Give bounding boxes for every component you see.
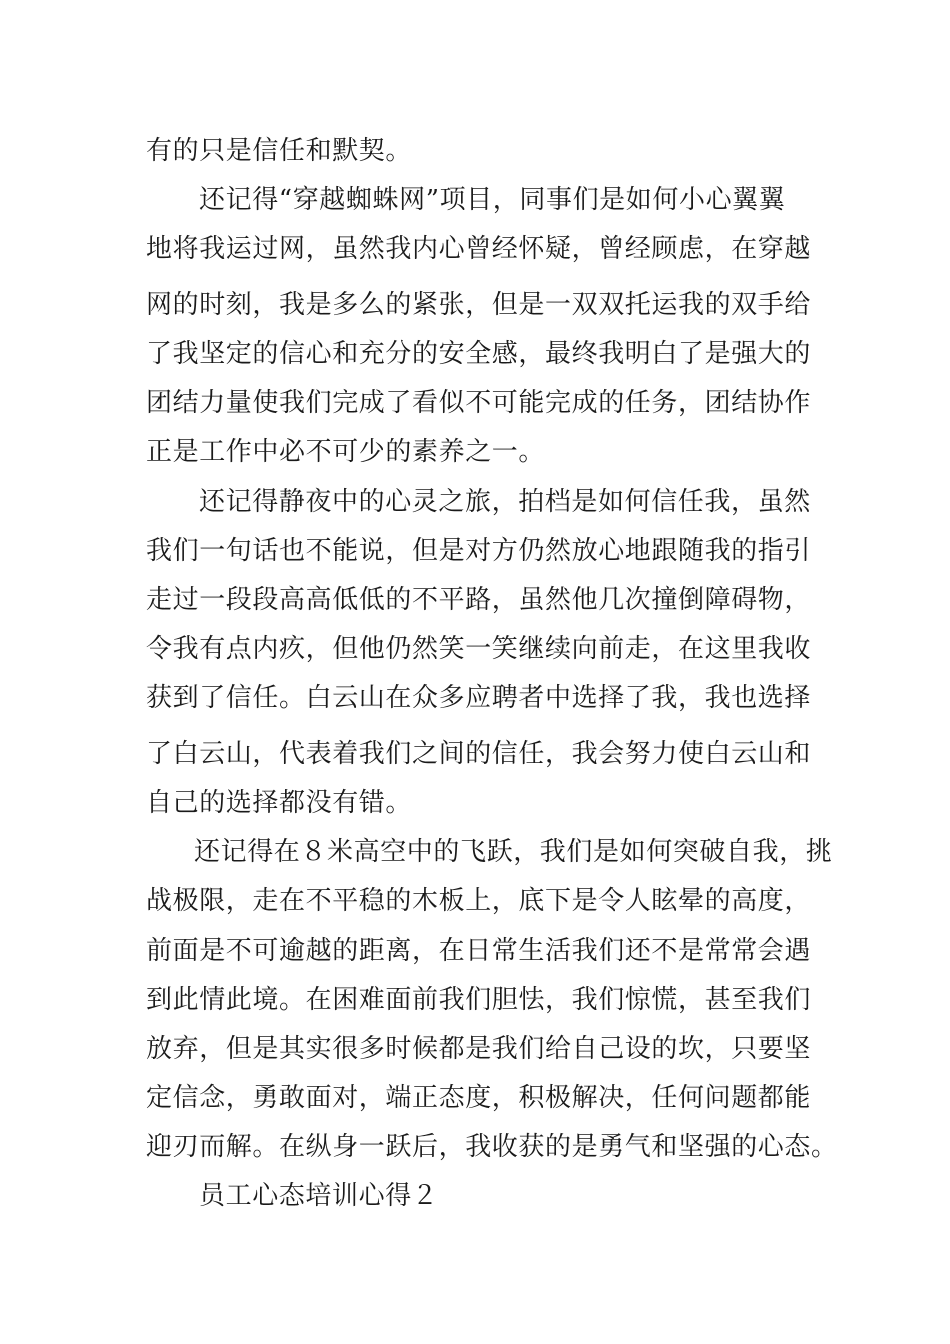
section-heading: 员工心态培训心得２: [199, 1181, 439, 1211]
text-line: 了我坚定的信心和充分的安全感，最终我明白了是强大的: [146, 339, 812, 369]
text-line: 网的时刻，我是多么的紧张，但是一双双托运我的双手给: [146, 290, 812, 320]
paragraph-start-line: 还记得“穿越蜘蛛网”项目，同事们是如何小心翼翼: [199, 185, 786, 215]
paragraph-start-line: 还记得静夜中的心灵之旅，拍档是如何信任我，虽然: [199, 487, 811, 517]
text-line: 放弃，但是其实很多时候都是我们给自己设的坎，只要坚: [146, 1034, 812, 1064]
text-line: 有的只是信任和默契。: [146, 136, 413, 166]
text-line: 前面是不可逾越的距离，在日常生活我们还不是常常会遇: [146, 936, 812, 966]
text-line: 战极限，走在不平稳的木板上，底下是令人眩晕的高度，: [146, 886, 812, 916]
text-line: 迎刃而解。在纵身一跃后，我收获的是勇气和坚强的心态。: [146, 1132, 838, 1162]
text-line: 地将我运过网，虽然我内心曾经怀疑，曾经顾虑，在穿越: [146, 234, 812, 264]
text-line: 正是工作中必不可少的素养之一。: [146, 437, 546, 467]
text-line: 定信念，勇敢面对，端正态度，积极解决，任何问题都能: [146, 1083, 812, 1113]
text-line: 令我有点内疚，但他仍然笑一笑继续向前走，在这里我收: [146, 634, 812, 664]
text-line: 团结力量使我们完成了看似不可能完成的任务，团结协作: [146, 388, 812, 418]
text-line: 我们一句话也不能说，但是对方仍然放心地跟随我的指引: [146, 536, 812, 566]
text-line: 了白云山，代表着我们之间的信任，我会努力使白云山和: [146, 739, 812, 769]
text-line: 走过一段段高高低低的不平路，虽然他几次撞倒障碍物，: [146, 585, 812, 615]
paragraph-start-line: 还记得在８米高空中的飞跃，我们是如何突破自我，挑: [194, 837, 833, 867]
text-line: 自己的选择都没有错。: [146, 788, 413, 818]
text-line: 到此情此境。在困难面前我们胆怯，我们惊慌，甚至我们: [146, 985, 812, 1015]
text-line: 获到了信任。白云山在众多应聘者中选择了我，我也选择: [146, 683, 812, 713]
